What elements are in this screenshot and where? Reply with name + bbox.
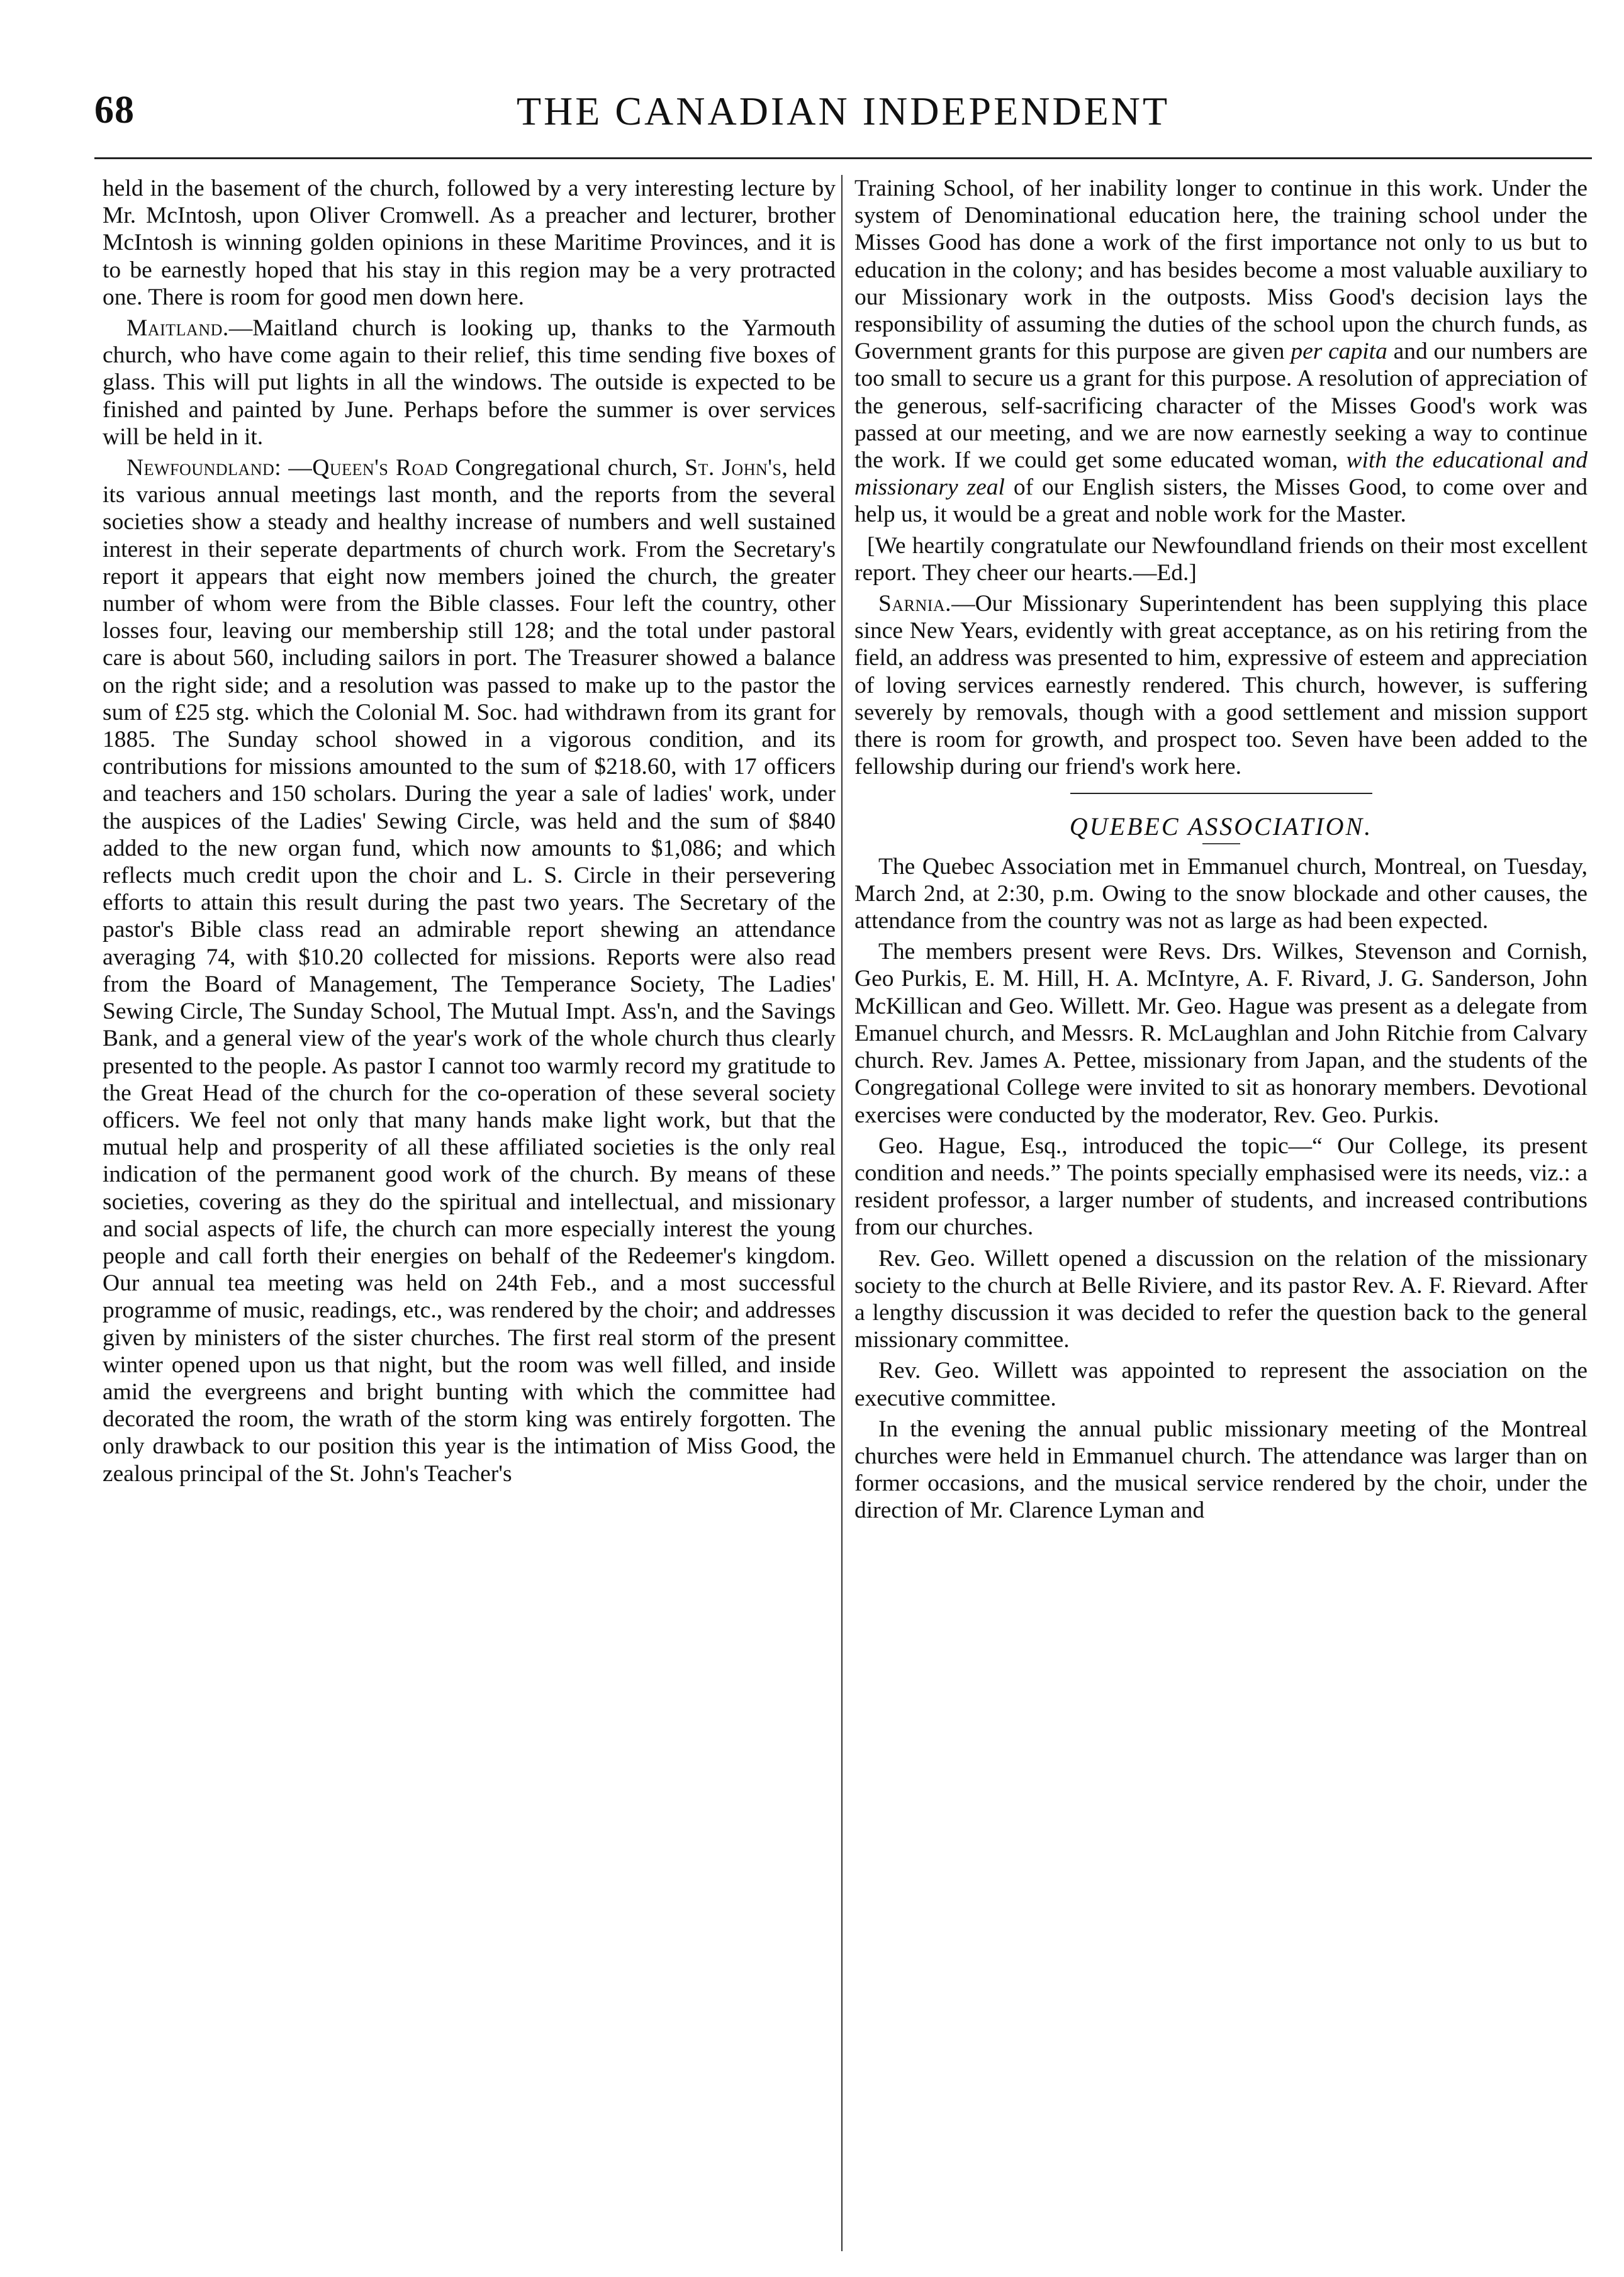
newfoundland-church-name: —Queen's Road — [288, 455, 449, 481]
zeal-italic: with the educational and missionary zeal — [854, 447, 1588, 501]
paragraph-mcintosh-lecture: held in the basement of the church, followed by a very interesting lecture by Mr. McIntosh, upon Oliver Cromwell. As a preacher and lecturer, brother McIntosh is winning golden opinions in these Maritime Provinces, and it is to be earnestly hoped that his stay in this region may be a very protracted one. There is room for good men down here. — [103, 176, 836, 310]
section-heading-quebec: QUEBEC ASSOCIATION. — [1069, 812, 1373, 841]
right-column — [854, 175, 1588, 2270]
paragraph-college-topic: Geo. Hague, Esq., introduced the topic—“ Our College, its present condition and needs.” The points specially emphasised were its needs, viz.: a resident professor, a larger number of students, and increased contributions from our churches. — [854, 1133, 1588, 1241]
paragraph-executive-committee: Rev. Geo. Willett was appointed to represent the association on the executive committee. — [854, 1358, 1588, 1411]
paragraph-sarnia — [854, 590, 1588, 780]
section-subrule — [1202, 843, 1240, 844]
newfoundland-body-a: Congregational church, — [455, 455, 678, 481]
training-school-a: Training School, of her inability longer to continue in this work. Under the system of Denominational education here, the training school under the Misses Good has done a work of the first importance not only to us but to education in the colony; and has besides become a most valuable auxiliary to our Missionary work in the outposts. Miss Good's decision lays the responsibility of assuming the duties of the school upon the church funds, as Government grants for this purpose are given — [854, 176, 1588, 365]
left-column — [103, 175, 836, 2270]
maitland-heading: Maitland. — [126, 315, 229, 342]
newfoundland-heading: Newfoundland: — [126, 455, 282, 481]
per-capita-italic: per capita — [1291, 338, 1387, 365]
training-school-b: and our numbers are too small to secure us a grant for this purpose. A resolution of appreciation of the generous, self-sacrificing character of the Misses Good's work was passed at our meeting, and we are now earnestly seeking a way to continue the work. If we could get some educated woman, — [854, 338, 1588, 474]
maitland-body: —Maitland church is looking up, thanks to the Yarmouth church, who have come again to their relief, this time sending five boxes of glass. This will put lights in all the windows. The outside is expected to be finished and painted by June. Perhaps before the summer is over services will be held in it. — [103, 315, 836, 450]
section-rule — [1070, 793, 1372, 794]
newfoundland-body-b: held its various annual meetings last month, and the reports from the several societies show a steady and healthy increase of numbers and well sustained interest in their seperate departments of church work. From the Secretary's report it appears that eight now members joined the church, the greater number of whom were from the Bible classes. Four left the country, other losses four, leaving our membership still 128; and the total under pastoral care is about 560, including sailors in port. The Treasurer showed a balance on the right side; and a resolution was passed to make up to the pastor the sum of £25 stg. which the Colonial M. Soc. had withdrawn from its grant for 1885. The Sunday school showed in a vigorous condition, and its contributions for missions amounted to the sum of $218.60, with 17 officers and teachers and 150 scholars. During the year a sale of ladies' work, under the auspices of the Ladies' Sewing Circle, was held and the sum of $840 added to the new organ fund, which now amounts to $1,086; and which reflects much credit upon the choir and L. S. Circle in their persevering efforts to attain this result during the past two years. The Secretary of the pastor's Bible class read an admirable report shewing an attendance averaging 74, with $10.20 collected for missions. Reports were also read from the Board of Management, The Temperance Society, The Ladies' Sewing Circle, The Sunday School, The Mutual Impt. Ass'n, and the Savings Bank, and a general view of the year's work of the whole church thus clearly presented to the people. As pastor I cannot too warmly record my gratitude to the Great Head of the church for the co-operation of these several society officers. We feel not only that many hands make light work, but that the mutual help and prosperity of all these affiliated societies is the only real indication of the permanent good work of the church. By means of these societies, covering as they do the spiritual and intellectual, and missionary and social aspects of life, the church can more especially interest the young people and call forth their energies on behalf of the Redeemer's kingdom. Our annual tea meeting was held on 24th Feb., and a most successful programme of music, readings, etc., was rendered by the choir; and addresses given by ministers of the sister churches. The first real storm of the present winter opened upon us that night, but the room was well filled, and inside amid the evergreens and bright bunting with which the committee had decorated the room, the wrath of the storm king was entirely forgotten. The only drawback to our position this year is the intimation of Miss Good, the zealous principal of the St. John's Teacher's — [103, 455, 836, 1487]
column-divider — [841, 175, 843, 2251]
paragraph-newfoundland — [103, 454, 836, 1487]
paragraph-members-present: The members present were Revs. Drs. Wilkes, Stevenson and Cornish, Geo Purkis, E. M. Hill, H. A. McIntyre, A. F. Rivard, J. G. Sanderson, John McKillican and Geo. Willett. Mr. Geo. Hague was present as a delegate from Emanuel church, and Messrs. R. McLaughlan and John Ritchie from Calvary church. Rev. James A. Pettee, missionary from Japan, and the students of the Congregational College were invited to sit as honorary members. Devotional exercises were conducted by the moderator, Rev. Geo. Purkis. — [854, 939, 1588, 1128]
sarnia-heading: Sarnia. — [878, 591, 952, 617]
paragraph-quebec-meeting: The Quebec Association met in Emmanuel church, Montreal, on Tuesday, March 2nd, at 2:30, p.m. Owing to the snow blockade and other causes, the attendance from the country was not as large as had been expected. — [854, 853, 1588, 934]
paragraph-maitland — [103, 315, 836, 450]
page-number: 68 — [94, 89, 135, 131]
paragraph-belle-riviere: Rev. Geo. Willett opened a discussion on the relation of the missionary society to the church at Belle Riviere, and its pastor Rev. A. F. Rievard. After a lengthy discussion it was decided to refer the question back to the general missionary committee. — [854, 1245, 1588, 1353]
paragraph-training-school — [854, 175, 1588, 529]
training-school-c: of our English sisters, the Misses Good, to come over and help us, it would be a great and noble work for the Master. — [854, 474, 1588, 528]
page-header — [94, 88, 1592, 157]
header-rule — [94, 157, 1592, 159]
running-title: THE CANADIAN INDEPENDENT — [516, 89, 1170, 133]
sarnia-body: —Our Missionary Superintendent has been supplying this place since New Years, evidently with great acceptance, as on his retiring from the field, an address was presented to him, expressive of esteem and appreciation of loving services earnestly rendered. This church, however, is suffering severely by removals, though with a good settlement and mission support there is room for growth, and prospect too. Seven have been added to the fellowship during our friend's work here. — [854, 591, 1588, 780]
paragraph-evening-meeting: In the evening the annual public missionary meeting of the Montreal churches were held in Emmanuel church. The attendance was larger than on former occasions, and the musical service rendered by the choir, under the direction of Mr. Clarence Lyman and — [854, 1416, 1588, 1524]
newfoundland-st-johns: St. John's, — [685, 455, 788, 481]
editor-note: [We heartily congratulate our Newfoundland friends on their most excellent report. They cheer our hearts.—Ed.] — [854, 532, 1588, 586]
